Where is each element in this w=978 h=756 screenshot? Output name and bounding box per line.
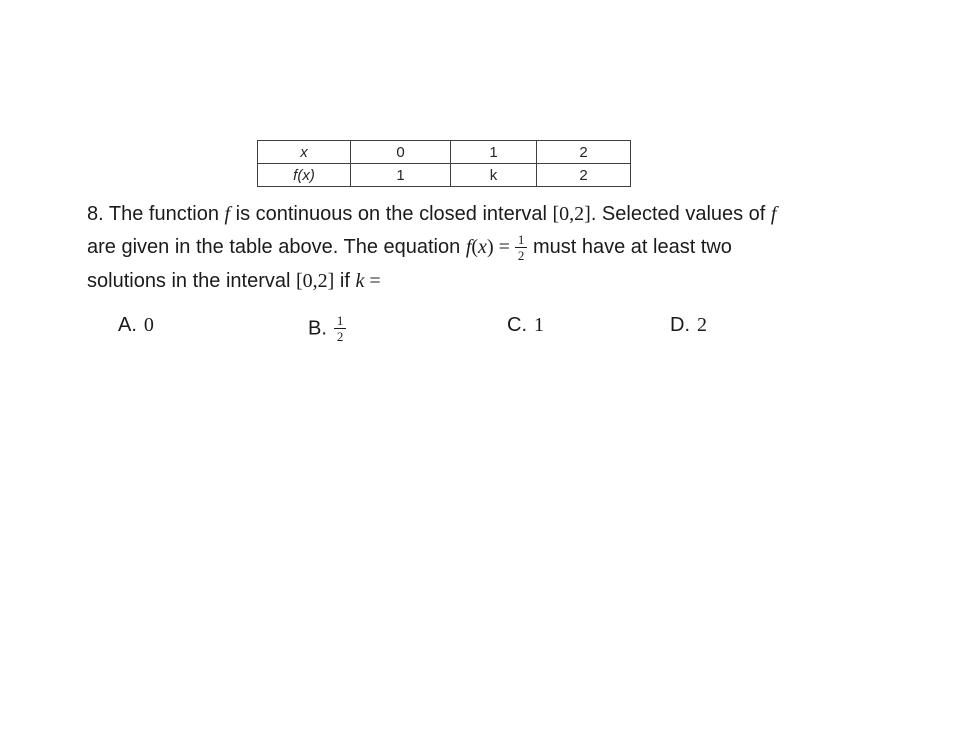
interval-notation: [0,2] [552, 203, 591, 225]
choice-A-label: A. [118, 314, 137, 336]
question-text-segment: is continuous on the closed interval [230, 203, 553, 225]
fraction-numerator: 1 [334, 314, 347, 329]
table-cell-x0: 0 [351, 141, 451, 164]
question-text [87, 198, 776, 298]
math-var-x: x [478, 236, 487, 259]
math-equals: ) = [486, 236, 515, 259]
choice-B-label: B. [308, 317, 327, 340]
choice-D [670, 314, 707, 337]
question-text-segment: are given in the table above. The equation [87, 236, 466, 259]
math-equals: = [364, 269, 381, 292]
table-header-x: x [258, 141, 351, 164]
choice-B [308, 314, 346, 345]
question-line-2 [87, 231, 776, 264]
choice-C-label: C. [507, 314, 527, 336]
table-cell-fx2: 2 [537, 164, 631, 187]
choice-D-value: 2 [697, 314, 707, 336]
math-paren: ( [471, 236, 479, 259]
question-text-segment: must have at least two [527, 236, 732, 259]
table-header-fx: f(x) [258, 164, 351, 187]
choice-C [507, 314, 544, 337]
table-row-fx [258, 164, 631, 187]
math-var-k: k [355, 269, 365, 292]
table-row-x [258, 141, 631, 164]
fraction-denominator: 2 [517, 248, 525, 264]
choice-C-value: 1 [534, 314, 544, 336]
question-line-1 [87, 198, 776, 231]
choice-A-value: 0 [143, 314, 154, 336]
question-text-segment: . Selected values of [590, 203, 771, 225]
math-var-f: f [770, 203, 777, 225]
table-cell-x1: 1 [451, 141, 537, 164]
table-cell-x2: 2 [537, 141, 631, 164]
math-var-f: f [224, 203, 231, 225]
choice-A [118, 314, 154, 337]
question-text-segment: if [334, 269, 356, 292]
fraction-denominator: 2 [336, 329, 344, 345]
choice-D-label: D. [670, 314, 690, 336]
question-line-3 [87, 265, 776, 298]
choice-B-fraction [334, 314, 347, 345]
fraction-numerator: 1 [515, 233, 528, 248]
math-var-f: f [465, 236, 472, 259]
interval-notation: [0,2] [296, 269, 335, 292]
question-text-segment: 8. The function [87, 203, 225, 225]
function-values-table [257, 140, 631, 187]
table-cell-fx0: 1 [351, 164, 451, 187]
table-cell-fx1: k [451, 164, 537, 187]
question-text-segment: solutions in the interval [87, 269, 297, 292]
fraction-one-half [515, 233, 528, 264]
